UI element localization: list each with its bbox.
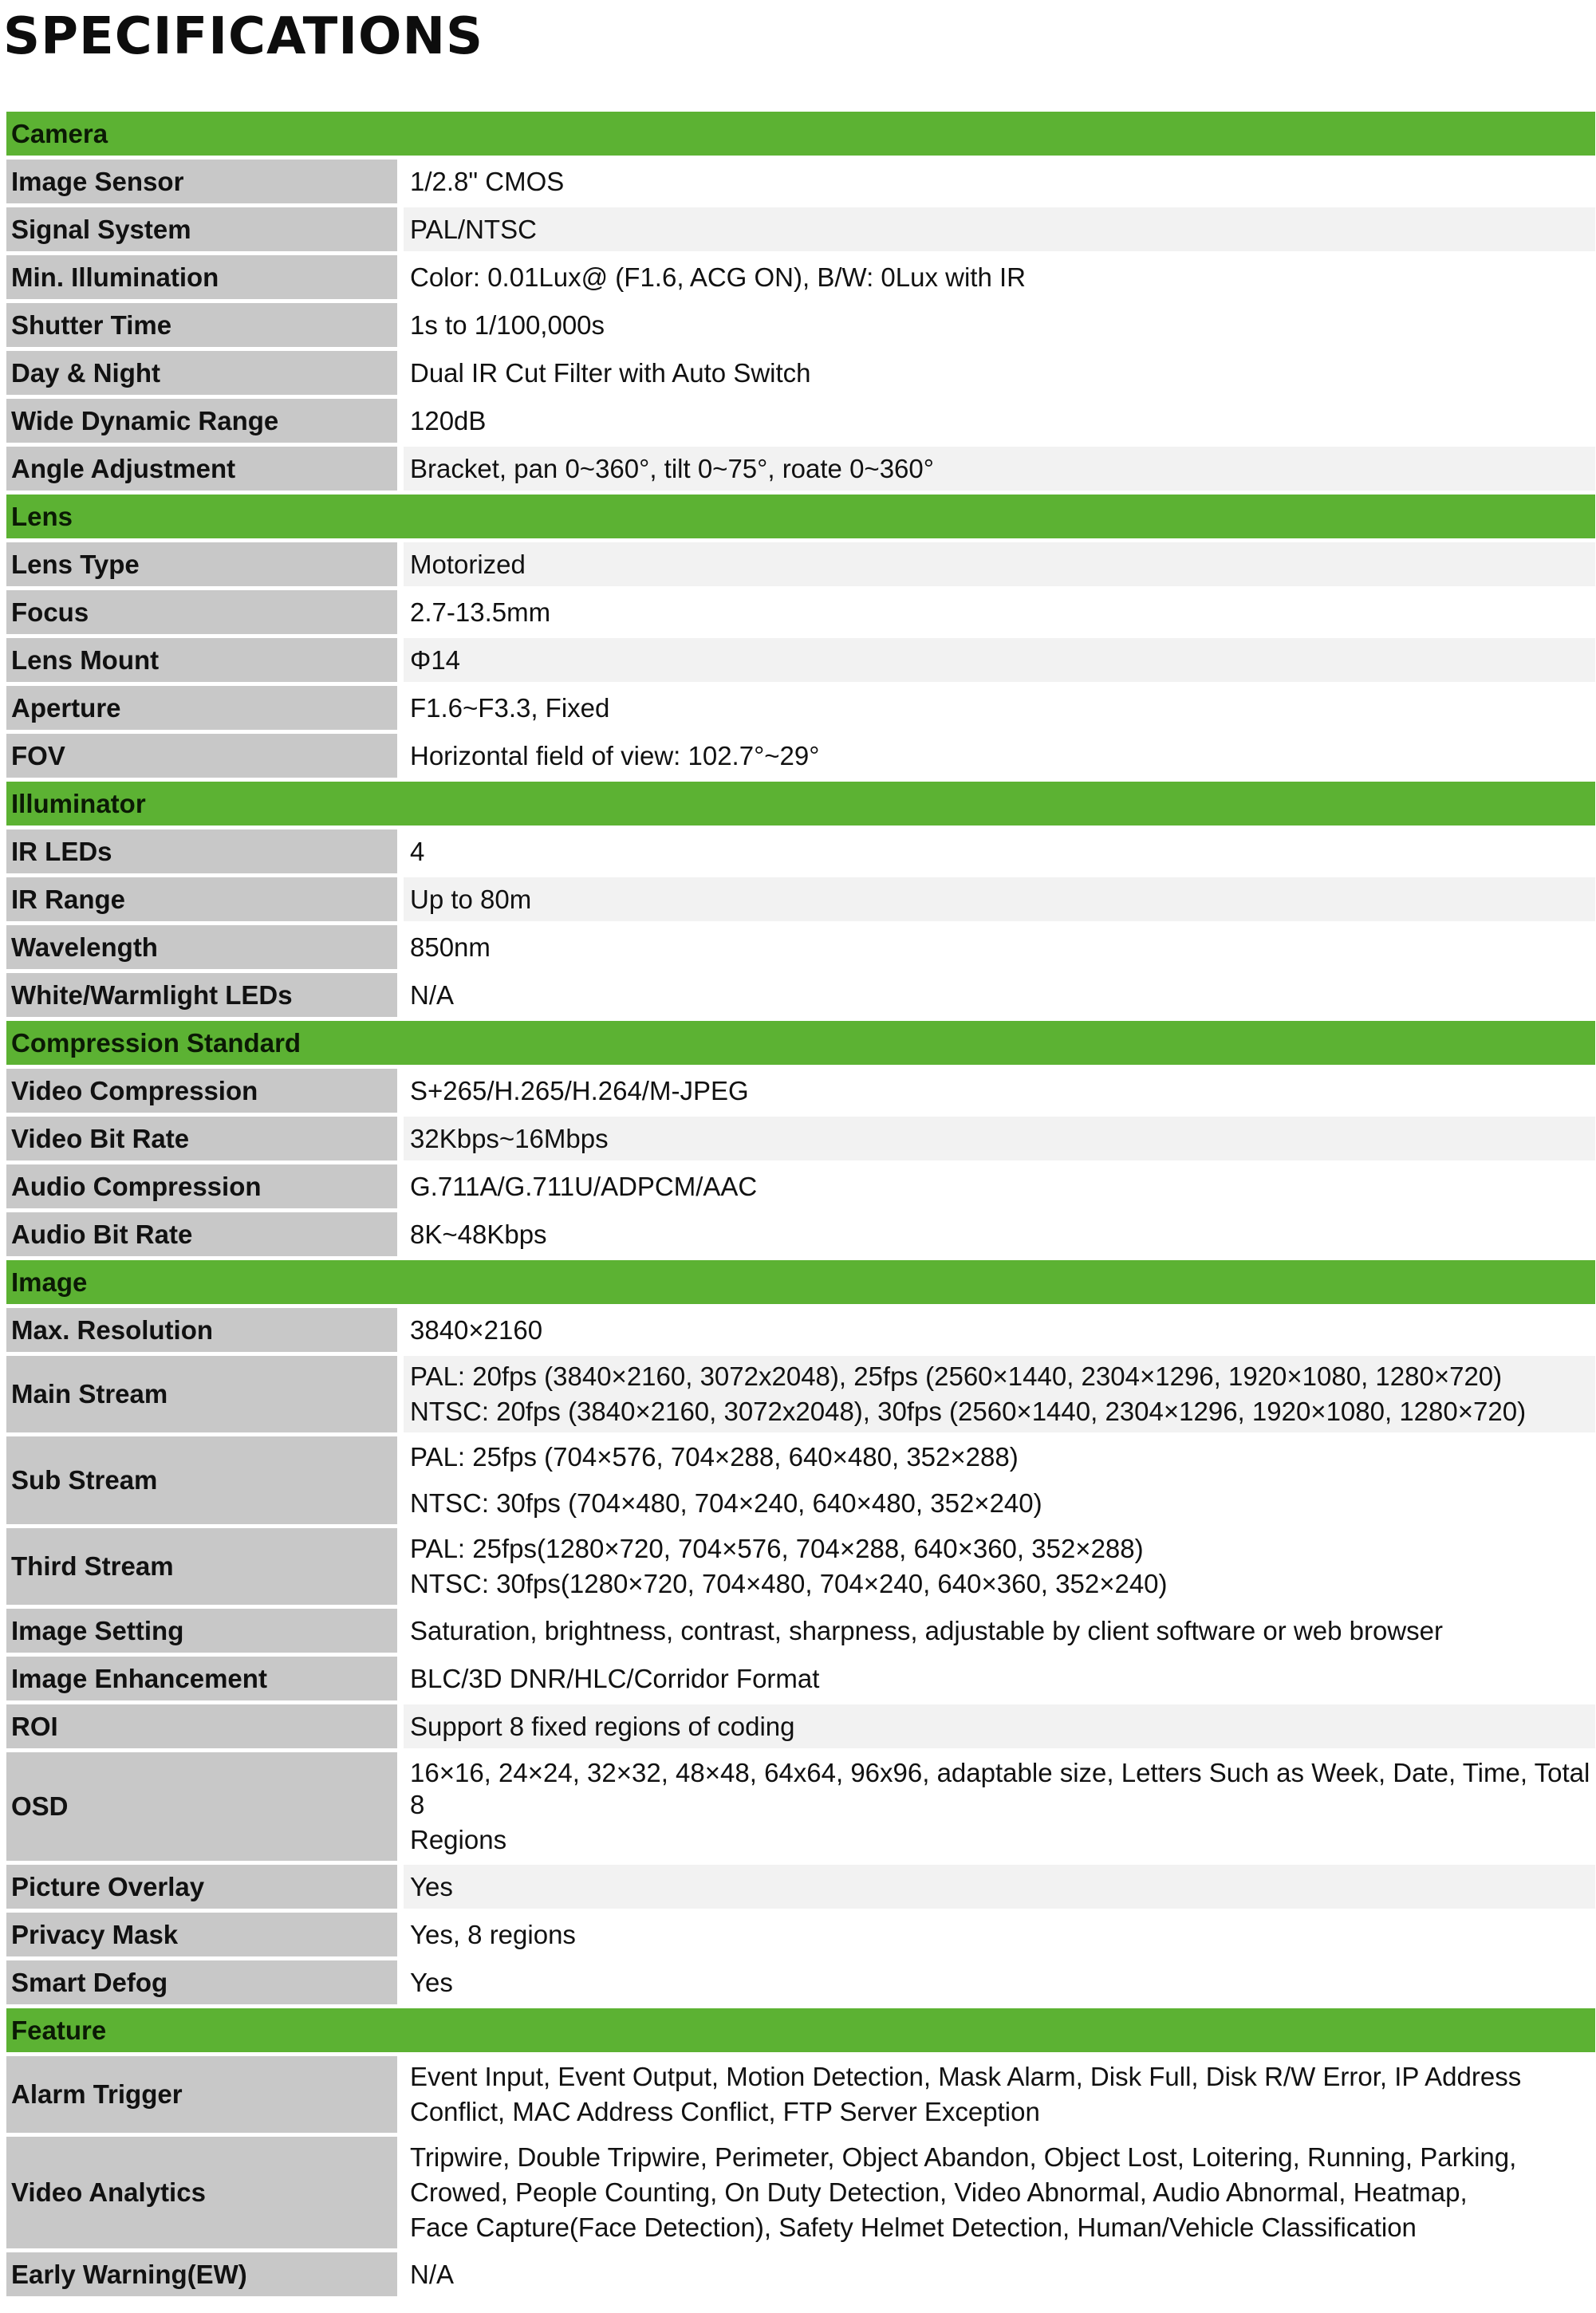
spec-row <box>6 1436 1595 1524</box>
spec-row <box>6 351 1595 395</box>
spec-row <box>6 1913 1595 1956</box>
spec-row <box>6 590 1595 634</box>
spec-value-line: Regions <box>410 1825 507 1854</box>
spec-value-line: 8K~48Kbps <box>410 1219 547 1249</box>
spec-label: Min. Illumination <box>6 255 404 299</box>
spec-row <box>6 1528 1595 1605</box>
section-title: Image <box>6 1260 1595 1304</box>
spec-label: Audio Compression <box>6 1164 404 1208</box>
spec-value <box>404 1356 1595 1432</box>
spec-value <box>404 1069 1595 1113</box>
spec-value-line: Saturation, brightness, contrast, sharpness, adjustable by client software or web browser <box>410 1615 1443 1645</box>
spec-row <box>6 1164 1595 1208</box>
spec-value-line: PAL: 20fps (3840×2160, 3072x2048), 25fps (2560×1440, 2304×1296, 1920×1080, 1280×720) <box>410 1361 1503 1391</box>
spec-label: Privacy Mask <box>6 1913 404 1956</box>
spec-row <box>6 1704 1595 1748</box>
spec-label: Audio Bit Rate <box>6 1212 404 1256</box>
spec-label: Angle Adjustment <box>6 447 404 491</box>
spec-value-line: Up to 80m <box>410 884 532 914</box>
spec-row <box>6 207 1595 251</box>
spec-value-line: 120dB <box>410 405 487 435</box>
spec-value <box>404 925 1595 969</box>
spec-value <box>404 590 1595 634</box>
spec-value-line: Conflict, MAC Address Conflict, FTP Server Exception <box>410 2097 1040 2126</box>
section-title: Compression Standard <box>6 1021 1595 1065</box>
spec-label: OSD <box>6 1752 404 1861</box>
specifications-table <box>6 108 1595 2300</box>
spec-label: Smart Defog <box>6 1960 404 2004</box>
spec-label: Early Warning(EW) <box>6 2252 404 2296</box>
spec-value <box>404 1865 1595 1909</box>
spec-value <box>404 351 1595 395</box>
section-header-row <box>6 112 1595 156</box>
spec-row <box>6 1657 1595 1700</box>
spec-row <box>6 925 1595 969</box>
spec-value-line: F1.6~F3.3, Fixed <box>410 692 610 723</box>
spec-label: Video Analytics <box>6 2137 404 2248</box>
spec-value <box>404 973 1595 1017</box>
spec-value <box>404 399 1595 443</box>
spec-value <box>404 1913 1595 1956</box>
spec-row <box>6 2056 1595 2133</box>
spec-value <box>404 829 1595 873</box>
spec-value <box>404 1436 1595 1524</box>
spec-value-line: NTSC: 30fps(1280×720, 704×480, 704×240, 640×360, 352×240) <box>410 1569 1168 1598</box>
section-header-row <box>6 782 1595 826</box>
spec-label: Day & Night <box>6 351 404 395</box>
spec-row <box>6 2252 1595 2296</box>
spec-row <box>6 638 1595 682</box>
spec-value <box>404 638 1595 682</box>
spec-value <box>404 1704 1595 1748</box>
spec-row <box>6 973 1595 1017</box>
spec-value-line: Face Capture(Face Detection), Safety Helmet Detection, Human/Vehicle Classification <box>410 2213 1417 2242</box>
spec-value <box>404 447 1595 491</box>
spec-value-line: G.711A/G.711U/ADPCM/AAC <box>410 1171 758 1201</box>
spec-label: Aperture <box>6 686 404 730</box>
spec-value <box>404 1212 1595 1256</box>
spec-value-line: Event Input, Event Output, Motion Detection, Mask Alarm, Disk Full, Disk R/W Error, IP Address <box>410 2062 1522 2091</box>
spec-label: Video Compression <box>6 1069 404 1113</box>
spec-value-line: Motorized <box>410 549 526 579</box>
spec-value-line: Tripwire, Double Tripwire, Perimeter, Object Abandon, Object Lost, Loitering, Running, Parking, <box>410 2142 1517 2172</box>
spec-row <box>6 1117 1595 1160</box>
spec-value <box>404 207 1595 251</box>
spec-label: Sub Stream <box>6 1436 404 1524</box>
spec-value-line: PAL: 25fps(1280×720, 704×576, 704×288, 640×360, 352×288) <box>410 1534 1144 1563</box>
section-title: Feature <box>6 2008 1595 2052</box>
spec-value <box>404 1752 1595 1861</box>
spec-value <box>404 1528 1595 1605</box>
spec-value <box>404 1960 1595 2004</box>
section-title: Lens <box>6 495 1595 538</box>
spec-label: White/Warmlight LEDs <box>6 973 404 1017</box>
spec-value-line: NTSC: 20fps (3840×2160, 3072x2048), 30fps (2560×1440, 2304×1296, 1920×1080, 1280×720) <box>410 1397 1527 1426</box>
spec-row <box>6 1069 1595 1113</box>
spec-label: Image Enhancement <box>6 1657 404 1700</box>
spec-row <box>6 1212 1595 1256</box>
spec-label: Shutter Time <box>6 303 404 347</box>
page-title: SPECIFICATIONS <box>3 7 484 66</box>
specifications-table-body <box>6 112 1595 2296</box>
spec-row <box>6 686 1595 730</box>
spec-label: Image Setting <box>6 1609 404 1653</box>
spec-row <box>6 1865 1595 1909</box>
spec-value-line: Support 8 fixed regions of coding <box>410 1711 795 1741</box>
spec-value-line: Crowed, People Counting, On Duty Detection, Video Abnormal, Audio Abnormal, Heatmap, <box>410 2177 1468 2207</box>
spec-row <box>6 399 1595 443</box>
spec-value-line: 3840×2160 <box>410 1314 543 1345</box>
spec-value-line: NTSC: 30fps (704×480, 704×240, 640×480, 352×240) <box>410 1488 1042 1518</box>
spec-value-line: N/A <box>410 979 455 1010</box>
spec-value-line: Color: 0.01Lux@ (F1.6, ACG ON), B/W: 0Lux with IR <box>410 262 1026 292</box>
spec-value-line: 32Kbps~16Mbps <box>410 1123 609 1153</box>
spec-row <box>6 1308 1595 1352</box>
spec-label: ROI <box>6 1704 404 1748</box>
spec-value-line: Yes <box>410 1871 453 1901</box>
spec-row <box>6 2137 1595 2248</box>
spec-row <box>6 1356 1595 1432</box>
spec-value-line: Φ14 <box>410 644 461 675</box>
spec-row <box>6 734 1595 778</box>
spec-label: IR LEDs <box>6 829 404 873</box>
spec-value-line: BLC/3D DNR/HLC/Corridor Format <box>410 1663 820 1693</box>
section-title: Camera <box>6 112 1595 156</box>
spec-value-line: 1s to 1/100,000s <box>410 309 605 340</box>
spec-value <box>404 1609 1595 1653</box>
spec-label: Lens Mount <box>6 638 404 682</box>
spec-value-line: 2.7-13.5mm <box>410 597 551 627</box>
spec-row <box>6 1609 1595 1653</box>
spec-value-line: 16×16, 24×24, 32×32, 48×48, 64x64, 96x96, adaptable size, Letters Such as Week, Date, Time, Total 8 <box>410 1758 1590 1819</box>
spec-value <box>404 2137 1595 2248</box>
spec-value <box>404 1164 1595 1208</box>
spec-row <box>6 1752 1595 1861</box>
spec-row <box>6 1960 1595 2004</box>
spec-value <box>404 734 1595 778</box>
spec-value <box>404 160 1595 203</box>
spec-label: FOV <box>6 734 404 778</box>
spec-row <box>6 447 1595 491</box>
section-header-row <box>6 2008 1595 2052</box>
spec-label: Third Stream <box>6 1528 404 1605</box>
spec-value <box>404 2056 1595 2133</box>
spec-row <box>6 877 1595 921</box>
spec-value-line: PAL: 25fps (704×576, 704×288, 640×480, 352×288) <box>410 1442 1019 1472</box>
spec-value <box>404 1308 1595 1352</box>
spec-label: Wavelength <box>6 925 404 969</box>
spec-value <box>404 686 1595 730</box>
spec-label: Signal System <box>6 207 404 251</box>
spec-label: Lens Type <box>6 542 404 586</box>
spec-label: Max. Resolution <box>6 1308 404 1352</box>
spec-value <box>404 255 1595 299</box>
spec-value-line: S+265/H.265/H.264/M-JPEG <box>410 1075 749 1105</box>
spec-value-line: PAL/NTSC <box>410 214 537 244</box>
spec-row <box>6 542 1595 586</box>
spec-value-line: Dual IR Cut Filter with Auto Switch <box>410 357 811 388</box>
spec-row <box>6 255 1595 299</box>
spec-label: Video Bit Rate <box>6 1117 404 1160</box>
section-title: Illuminator <box>6 782 1595 826</box>
spec-label: Alarm Trigger <box>6 2056 404 2133</box>
spec-row <box>6 160 1595 203</box>
spec-label: Picture Overlay <box>6 1865 404 1909</box>
spec-value-line: Yes, 8 regions <box>410 1919 576 1949</box>
spec-label: Focus <box>6 590 404 634</box>
spec-value-line: Bracket, pan 0~360°, tilt 0~75°, roate 0~360° <box>410 453 934 483</box>
spec-row <box>6 303 1595 347</box>
spec-value <box>404 2252 1595 2296</box>
spec-row <box>6 829 1595 873</box>
section-header-row <box>6 495 1595 538</box>
spec-label: IR Range <box>6 877 404 921</box>
spec-value <box>404 542 1595 586</box>
spec-value <box>404 1117 1595 1160</box>
spec-value-line: N/A <box>410 2259 455 2289</box>
spec-value-line: 850nm <box>410 932 491 962</box>
spec-label: Wide Dynamic Range <box>6 399 404 443</box>
spec-value <box>404 303 1595 347</box>
spec-value-line: Yes <box>410 1967 453 1997</box>
spec-value-line: Horizontal field of view: 102.7°~29° <box>410 740 820 770</box>
section-header-row <box>6 1260 1595 1304</box>
spec-label: Image Sensor <box>6 160 404 203</box>
spec-value <box>404 1657 1595 1700</box>
section-header-row <box>6 1021 1595 1065</box>
spec-label: Main Stream <box>6 1356 404 1432</box>
spec-value-line: 4 <box>410 836 425 866</box>
spec-value-line: 1/2.8" CMOS <box>410 166 565 196</box>
spec-value <box>404 877 1595 921</box>
